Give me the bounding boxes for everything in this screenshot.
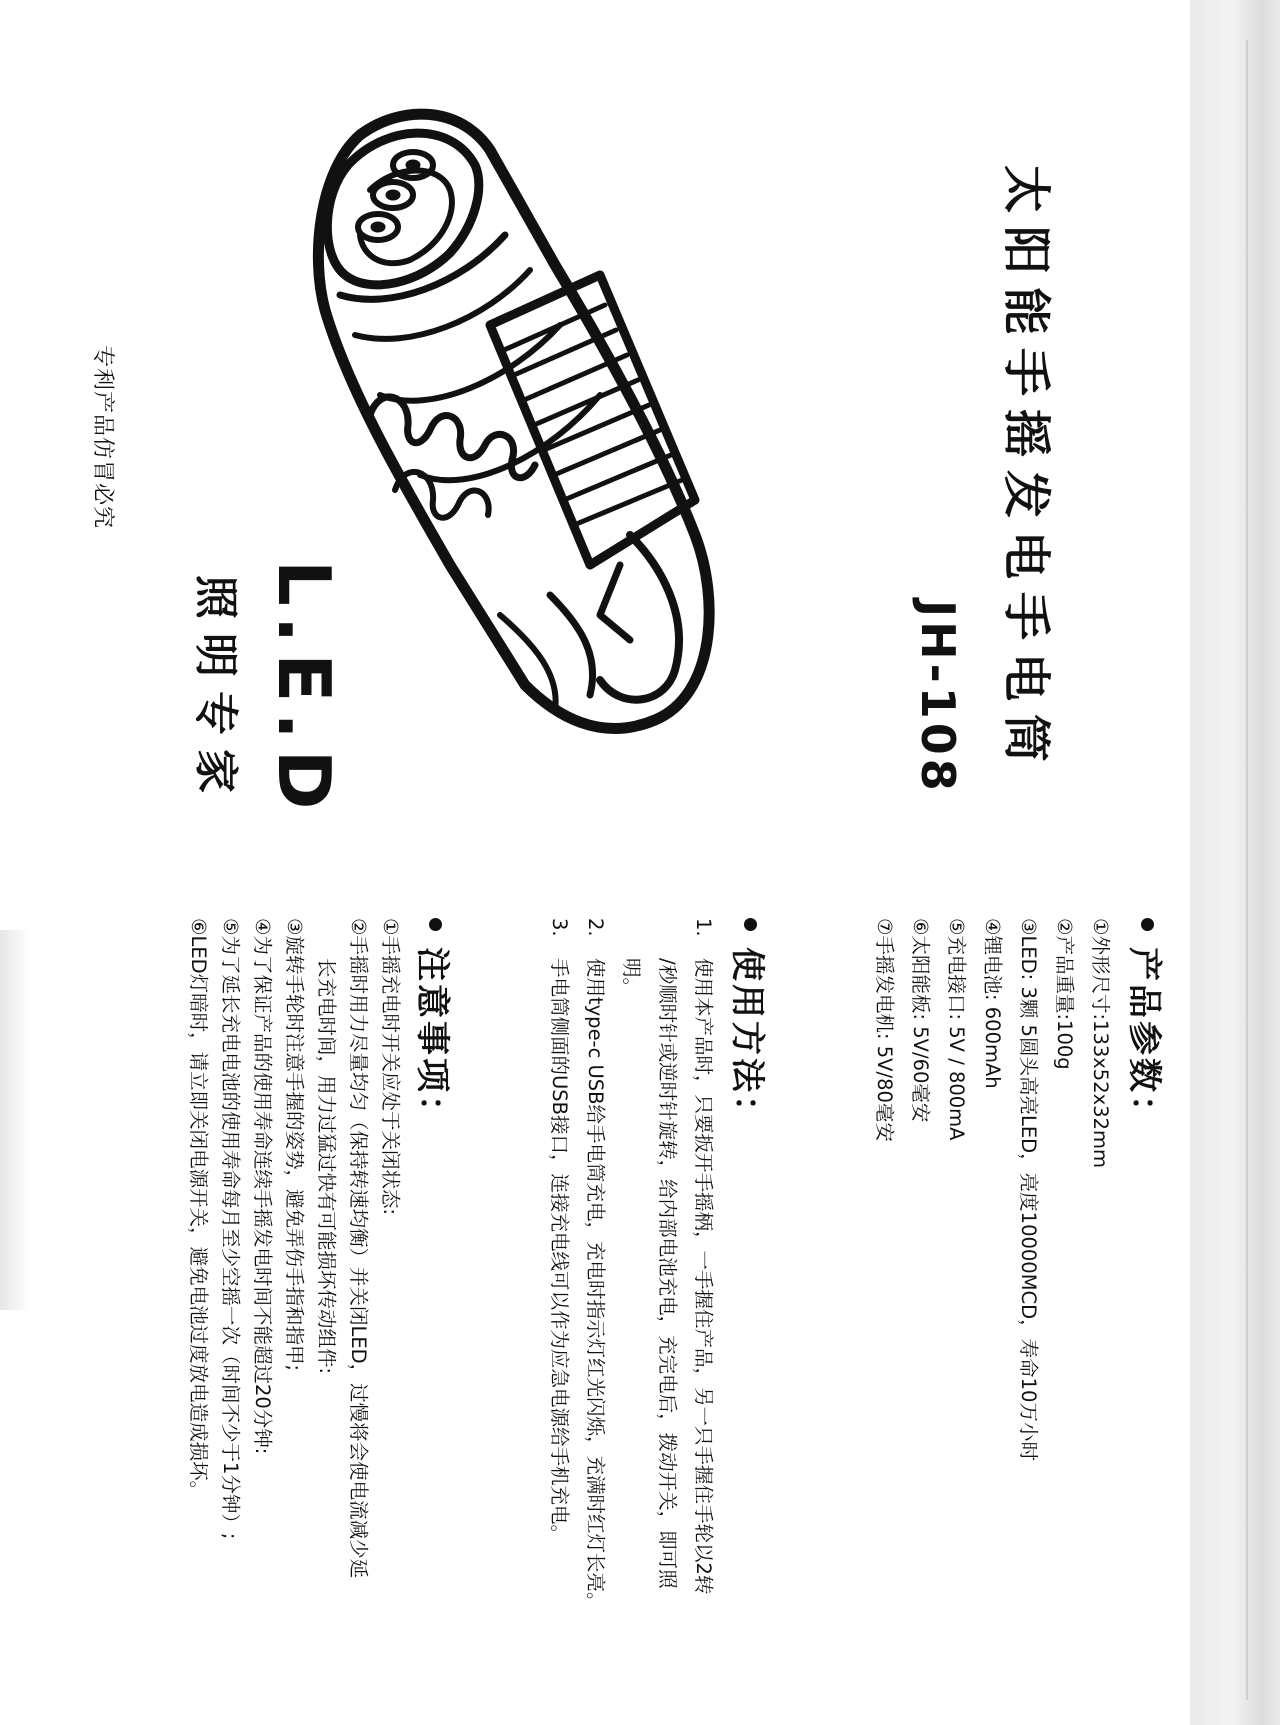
bullet-icon: [1142, 918, 1155, 931]
notes-heading: [414, 918, 458, 1578]
param-item: ②产品重量:100g: [1053, 918, 1076, 1070]
step-number: 1.: [692, 918, 715, 937]
usage-heading-text: 使用方法：: [727, 947, 768, 1132]
param-item: ③LED: 3颗 5圆头高亮LED，亮度10000MCD，寿命10万小时: [1017, 918, 1040, 1461]
param-item: ①外形尺寸:133x52x32mm: [1089, 918, 1112, 1168]
param-item: ④锂电池: 600mAh: [981, 918, 1004, 1089]
usage-step: [541, 918, 577, 1612]
step-text: 明。: [620, 958, 643, 998]
product-title: 太阳能手摇发电手电筒: [998, 165, 1054, 776]
note-item: ⑥LED灯暗时，请立即关闭电源开关，避免电池过度放电造成损坏。: [187, 918, 210, 1501]
param-item: ⑥太阳能板: 5V/60毫安: [909, 918, 932, 1123]
note-item: ①手摇充电时开关应处于关闭状态:: [379, 918, 402, 1216]
step-text: /秒顺时针或逆时针旋转，给内部电池充电，充完电后，拨动开关，即可照: [656, 958, 679, 1589]
flashlight-illustration: [300, 95, 760, 785]
step-text: 使用type-c USB给手电筒充电，充电时指示灯红光闪烁，充满时红灯长亮。: [584, 958, 607, 1612]
params-heading: [1126, 918, 1170, 1461]
usage-step-continued: [613, 918, 649, 1612]
usage-section: [541, 918, 773, 1612]
bullet-icon: [745, 918, 758, 931]
patent-note: 专利产品仿冒必究: [90, 345, 115, 530]
bullet-icon: [430, 918, 443, 931]
fold-line: [1246, 40, 1248, 1700]
step-text: 使用本产品时，只要扳开手摇柄，一手握住产品，另一只手握住手轮以2转: [692, 958, 715, 1595]
usage-step: [685, 918, 721, 1612]
notes-section: [182, 918, 458, 1578]
led-logo: L.E.D: [262, 560, 346, 820]
led-tagline: 照明专家: [190, 575, 241, 807]
note-item: ③旋转手轮时注意手握的姿势，避免弄伤手指和指甲;: [283, 918, 306, 1372]
binding-shadow: [1190, 0, 1280, 1725]
usage-step-continued: [649, 918, 685, 1612]
model-number: JH-108: [911, 600, 965, 795]
params-heading-text: 产品参数：: [1124, 947, 1165, 1132]
note-item: ④为了保证产品的使用寿命连续手摇发电时间不能超过20分钟:: [251, 918, 274, 1455]
usage-step: [577, 918, 613, 1612]
usage-heading: [729, 918, 773, 1612]
param-item: ⑤充电接口: 5V / 800mA: [945, 918, 968, 1141]
edge-shadow: [0, 930, 30, 1310]
notes-heading-text: 注意事项：: [412, 947, 453, 1132]
note-item: ②手摇时用力尽量均匀（保持转速均衡）并关闭LED，过慢将会使电流减少延: [347, 918, 370, 1579]
param-item: ⑦手摇发电机: 5V/80毫安: [873, 918, 896, 1142]
step-number: 2.: [584, 918, 607, 937]
step-number: 3.: [548, 918, 571, 937]
step-text: 手电筒侧面的USB接口，连接充电线可以作为应急电源给手机充电。: [548, 958, 571, 1545]
params-section: [866, 918, 1170, 1461]
note-item: 长充电时间，用力过猛过快有可能损坏传动组件:: [315, 958, 338, 1375]
note-item: ⑤为了延长充电电池的使用寿命每月至少空摇一次（时间不少于1分钟）;: [219, 918, 242, 1540]
